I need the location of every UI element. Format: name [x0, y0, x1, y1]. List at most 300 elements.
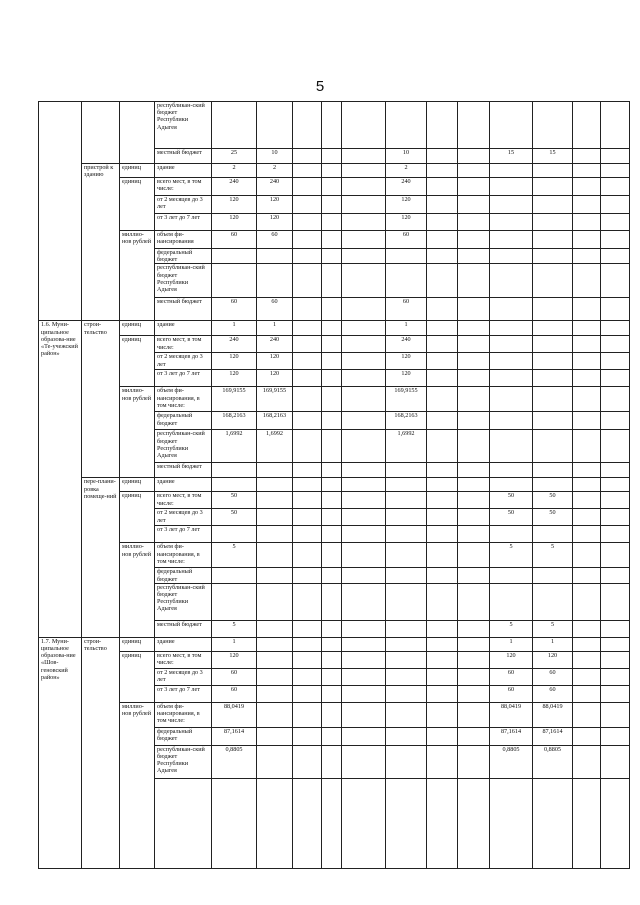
cell-c2 [120, 102, 155, 164]
cell-c5 [257, 620, 293, 637]
cell-c11 [458, 430, 490, 463]
cell-c12: 5 [490, 543, 533, 568]
cell-c10 [427, 214, 458, 231]
cell-c8 [342, 509, 386, 526]
cell-c7 [322, 492, 342, 509]
cell-c12 [490, 214, 533, 231]
cell-c9: 120 [386, 196, 427, 214]
cell-c6 [293, 149, 322, 164]
cell-c8 [342, 463, 386, 478]
cell-c7 [322, 727, 342, 745]
cell-c12 [490, 463, 533, 478]
cell-c7 [322, 336, 342, 353]
cell-c3: от 2 месяцев до 3 лет [155, 196, 212, 214]
cell-c4: 168,2163 [212, 412, 257, 430]
cell-c6 [293, 249, 322, 264]
cell-c6 [293, 387, 322, 412]
cell-c15 [601, 702, 630, 727]
cell-c4: 87,1614 [212, 727, 257, 745]
cell-c12: 88,0419 [490, 702, 533, 727]
cell-c4: 5 [212, 620, 257, 637]
cell-c9 [386, 668, 427, 685]
cell-c5: 120 [257, 214, 293, 231]
cell-c8 [342, 526, 386, 543]
cell-c8 [342, 727, 386, 745]
cell-c9 [386, 778, 427, 868]
cell-c7 [322, 637, 342, 651]
cell-c12 [490, 164, 533, 178]
cell-c6 [293, 430, 322, 463]
cell-c7 [322, 412, 342, 430]
cell-c10 [427, 387, 458, 412]
page-number: 5 [315, 78, 325, 95]
cell-c9: 120 [386, 214, 427, 231]
cell-c2: миллио-нов рублей [120, 543, 155, 637]
cell-c8 [342, 543, 386, 568]
cell-c12 [490, 178, 533, 196]
cell-c11 [458, 543, 490, 568]
cell-c13 [533, 321, 573, 336]
cell-c9 [386, 568, 427, 583]
cell-c3: здание [155, 637, 212, 651]
cell-c14 [573, 353, 601, 370]
cell-c15 [601, 685, 630, 702]
cell-c12 [490, 387, 533, 412]
cell-c11 [458, 492, 490, 509]
cell-c15 [601, 214, 630, 231]
cell-c8 [342, 430, 386, 463]
cell-c7 [322, 353, 342, 370]
cell-c10 [427, 583, 458, 620]
cell-c4 [212, 478, 257, 492]
cell-c14 [573, 214, 601, 231]
cell-c12 [490, 412, 533, 430]
cell-c12 [490, 249, 533, 264]
cell-c3: республикан-ский бюджет Республики Адыгея [155, 102, 212, 149]
cell-c13 [533, 353, 573, 370]
cell-c9 [386, 264, 427, 298]
cell-c10 [427, 149, 458, 164]
cell-c5 [257, 264, 293, 298]
cell-c2: единиц [120, 321, 155, 336]
cell-c14 [573, 727, 601, 745]
cell-c5 [257, 249, 293, 264]
cell-c13 [533, 102, 573, 149]
cell-c15 [601, 430, 630, 463]
cell-c11 [458, 727, 490, 745]
cell-c7 [322, 298, 342, 321]
cell-c7 [322, 543, 342, 568]
cell-c6 [293, 321, 322, 336]
cell-c4: 60 [212, 685, 257, 702]
cell-c5: 120 [257, 370, 293, 387]
cell-c5 [257, 478, 293, 492]
cell-c12: 5 [490, 620, 533, 637]
cell-c10 [427, 370, 458, 387]
cell-c14 [573, 668, 601, 685]
cell-c8 [342, 298, 386, 321]
cell-c13 [533, 264, 573, 298]
table-body [39, 102, 630, 869]
cell-c14 [573, 478, 601, 492]
cell-c11 [458, 583, 490, 620]
cell-c5: 120 [257, 196, 293, 214]
cell-c0 [39, 102, 82, 321]
cell-c15 [601, 164, 630, 178]
cell-c14 [573, 164, 601, 178]
cell-c13 [533, 526, 573, 543]
cell-c7 [322, 651, 342, 668]
cell-c14 [573, 685, 601, 702]
cell-c6 [293, 336, 322, 353]
cell-c12: 0,8805 [490, 745, 533, 778]
cell-c8 [342, 685, 386, 702]
cell-c9 [386, 102, 427, 149]
cell-c5 [257, 568, 293, 583]
cell-c15 [601, 492, 630, 509]
cell-c8 [342, 264, 386, 298]
cell-c5 [257, 463, 293, 478]
cell-c11 [458, 336, 490, 353]
cell-c3: федеральный бюджет [155, 412, 212, 430]
cell-c5: 240 [257, 178, 293, 196]
cell-c5: 60 [257, 298, 293, 321]
cell-c4 [212, 463, 257, 478]
cell-c11 [458, 620, 490, 637]
cell-c11 [458, 231, 490, 249]
cell-c13: 15 [533, 149, 573, 164]
cell-c4: 60 [212, 231, 257, 249]
cell-c15 [601, 102, 630, 149]
cell-c10 [427, 509, 458, 526]
cell-c11 [458, 149, 490, 164]
cell-c6 [293, 543, 322, 568]
cell-c14 [573, 651, 601, 668]
cell-c12 [490, 298, 533, 321]
cell-c13 [533, 231, 573, 249]
cell-c11 [458, 102, 490, 149]
cell-c8 [342, 778, 386, 868]
cell-c2: миллио-нов рублей [120, 387, 155, 478]
cell-c13 [533, 249, 573, 264]
table-row [39, 231, 630, 249]
table-row [39, 321, 630, 336]
cell-c8 [342, 745, 386, 778]
cell-c3: федеральный бюджет [155, 727, 212, 745]
cell-c7 [322, 478, 342, 492]
cell-c2: единиц [120, 178, 155, 231]
cell-c11 [458, 778, 490, 868]
table-row [39, 492, 630, 509]
cell-c11 [458, 196, 490, 214]
cell-c4: 25 [212, 149, 257, 164]
cell-c12 [490, 568, 533, 583]
cell-c4: 1 [212, 637, 257, 651]
cell-c11 [458, 298, 490, 321]
cell-c3: местный бюджет [155, 149, 212, 164]
cell-c7 [322, 231, 342, 249]
cell-c3: от 2 месяцев до 3 лет [155, 509, 212, 526]
cell-c12: 50 [490, 509, 533, 526]
cell-c4 [212, 526, 257, 543]
cell-c3: здание [155, 478, 212, 492]
cell-c14 [573, 178, 601, 196]
cell-c11 [458, 637, 490, 651]
cell-c7 [322, 370, 342, 387]
cell-c4: 0,8805 [212, 745, 257, 778]
cell-c3: от 2 месяцев до 3 лет [155, 353, 212, 370]
cell-c10 [427, 568, 458, 583]
cell-c15 [601, 264, 630, 298]
cell-c9: 2 [386, 164, 427, 178]
cell-c7 [322, 196, 342, 214]
cell-c3: здание [155, 164, 212, 178]
cell-c14 [573, 492, 601, 509]
cell-c11 [458, 249, 490, 264]
cell-c6 [293, 526, 322, 543]
cell-c12 [490, 336, 533, 353]
cell-c0: 1.7. Муни-ципальное образова-ние «Шов-геновский район» [39, 637, 82, 868]
cell-c11 [458, 478, 490, 492]
cell-c14 [573, 637, 601, 651]
cell-c15 [601, 249, 630, 264]
cell-c6 [293, 102, 322, 149]
cell-c7 [322, 249, 342, 264]
cell-c3: от 3 лет до 7 лет [155, 214, 212, 231]
cell-c7 [322, 264, 342, 298]
cell-c10 [427, 196, 458, 214]
cell-c14 [573, 583, 601, 620]
cell-c7 [322, 387, 342, 412]
cell-c9: 120 [386, 370, 427, 387]
cell-c9 [386, 702, 427, 727]
cell-c6 [293, 702, 322, 727]
cell-c1: пристрой к зданию [82, 164, 120, 321]
cell-c6 [293, 214, 322, 231]
cell-c5: 169,9155 [257, 387, 293, 412]
cell-c8 [342, 492, 386, 509]
table-row [39, 651, 630, 668]
cell-c4: 50 [212, 509, 257, 526]
cell-c5 [257, 492, 293, 509]
cell-c9 [386, 478, 427, 492]
cell-c14 [573, 370, 601, 387]
cell-c4 [212, 568, 257, 583]
cell-c5: 60 [257, 231, 293, 249]
cell-c15 [601, 412, 630, 430]
cell-c4: 169,9155 [212, 387, 257, 412]
cell-c8 [342, 387, 386, 412]
cell-c15 [601, 509, 630, 526]
cell-c9: 169,9155 [386, 387, 427, 412]
cell-c6 [293, 568, 322, 583]
cell-c6 [293, 583, 322, 620]
cell-c10 [427, 336, 458, 353]
cell-c8 [342, 583, 386, 620]
cell-c13: 60 [533, 685, 573, 702]
cell-c15 [601, 353, 630, 370]
cell-c12: 1 [490, 637, 533, 651]
cell-c15 [601, 336, 630, 353]
cell-c4: 60 [212, 668, 257, 685]
cell-c7 [322, 164, 342, 178]
cell-c14 [573, 702, 601, 727]
cell-c10 [427, 668, 458, 685]
cell-c3: всего мест, в том числе: [155, 178, 212, 196]
cell-c4: 120 [212, 214, 257, 231]
cell-c2: единиц [120, 651, 155, 702]
cell-c5: 1,6992 [257, 430, 293, 463]
cell-c5 [257, 543, 293, 568]
cell-c13 [533, 178, 573, 196]
cell-c13: 0,8805 [533, 745, 573, 778]
cell-c10 [427, 637, 458, 651]
cell-c12 [490, 196, 533, 214]
cell-c4 [212, 249, 257, 264]
cell-c13: 5 [533, 543, 573, 568]
cell-c13 [533, 298, 573, 321]
cell-c9 [386, 249, 427, 264]
cell-c15 [601, 668, 630, 685]
cell-c6 [293, 298, 322, 321]
cell-c6 [293, 353, 322, 370]
cell-c3: всего мест, в том числе: [155, 492, 212, 509]
cell-c1: строи-тельство [82, 637, 120, 868]
cell-c4: 2 [212, 164, 257, 178]
cell-c4: 240 [212, 178, 257, 196]
cell-c9 [386, 492, 427, 509]
cell-c5: 120 [257, 353, 293, 370]
cell-c7 [322, 685, 342, 702]
cell-c7 [322, 745, 342, 778]
cell-c15 [601, 583, 630, 620]
cell-c13 [533, 583, 573, 620]
cell-c4: 1 [212, 321, 257, 336]
cell-c10 [427, 651, 458, 668]
cell-c11 [458, 214, 490, 231]
cell-c7 [322, 463, 342, 478]
cell-c3: республикан-ский бюджет Республики Адыгея [155, 745, 212, 778]
cell-c6 [293, 668, 322, 685]
cell-c14 [573, 249, 601, 264]
cell-c6 [293, 478, 322, 492]
cell-c15 [601, 526, 630, 543]
cell-c9 [386, 651, 427, 668]
cell-c11 [458, 702, 490, 727]
cell-c9: 168,2163 [386, 412, 427, 430]
cell-c6 [293, 745, 322, 778]
cell-c13: 1 [533, 637, 573, 651]
cell-c3: от 2 месяцев до 3 лет [155, 668, 212, 685]
cell-c10 [427, 526, 458, 543]
cell-c9 [386, 745, 427, 778]
cell-c6 [293, 620, 322, 637]
cell-c5: 10 [257, 149, 293, 164]
cell-c12 [490, 264, 533, 298]
cell-c5 [257, 702, 293, 727]
cell-c14 [573, 568, 601, 583]
cell-c10 [427, 231, 458, 249]
cell-c14 [573, 526, 601, 543]
cell-c12: 60 [490, 685, 533, 702]
cell-c10 [427, 102, 458, 149]
cell-c6 [293, 685, 322, 702]
cell-c10 [427, 620, 458, 637]
cell-c15 [601, 178, 630, 196]
cell-c4: 1,6992 [212, 430, 257, 463]
cell-c9: 1,6992 [386, 430, 427, 463]
cell-c11 [458, 526, 490, 543]
cell-c13: 60 [533, 668, 573, 685]
cell-c13 [533, 336, 573, 353]
cell-c12: 87,1614 [490, 727, 533, 745]
cell-c13 [533, 370, 573, 387]
cell-c10 [427, 685, 458, 702]
program-table [38, 101, 630, 869]
cell-c9: 60 [386, 231, 427, 249]
cell-c15 [601, 778, 630, 868]
cell-c14 [573, 264, 601, 298]
cell-c3: объем фи-нансирования, в том числе: [155, 543, 212, 568]
cell-c15 [601, 620, 630, 637]
cell-c6 [293, 463, 322, 478]
cell-c13: 120 [533, 651, 573, 668]
cell-c5 [257, 583, 293, 620]
cell-c10 [427, 430, 458, 463]
cell-c11 [458, 178, 490, 196]
cell-c4: 120 [212, 651, 257, 668]
table-row [39, 164, 630, 178]
cell-c3: объем фи-нансирования [155, 231, 212, 249]
cell-c14 [573, 412, 601, 430]
cell-c13 [533, 430, 573, 463]
cell-c14 [573, 149, 601, 164]
cell-c5 [257, 526, 293, 543]
cell-c3: республикан-ский бюджет Республики Адыгея [155, 264, 212, 298]
cell-c11 [458, 509, 490, 526]
cell-c14 [573, 620, 601, 637]
cell-c12 [490, 321, 533, 336]
cell-c15 [601, 321, 630, 336]
cell-c5 [257, 727, 293, 745]
cell-c10 [427, 164, 458, 178]
cell-c5: 168,2163 [257, 412, 293, 430]
cell-c8 [342, 353, 386, 370]
cell-c8 [342, 149, 386, 164]
cell-c2: единиц [120, 336, 155, 387]
cell-c7 [322, 702, 342, 727]
cell-c7 [322, 178, 342, 196]
table-row [39, 543, 630, 568]
cell-c11 [458, 651, 490, 668]
cell-c5: 240 [257, 336, 293, 353]
cell-c6 [293, 178, 322, 196]
cell-c12: 15 [490, 149, 533, 164]
cell-c14 [573, 102, 601, 149]
cell-c5 [257, 685, 293, 702]
cell-c9 [386, 526, 427, 543]
cell-c14 [573, 298, 601, 321]
cell-c8 [342, 568, 386, 583]
cell-c3: федеральный бюджет [155, 568, 212, 583]
cell-c7 [322, 620, 342, 637]
cell-c15 [601, 149, 630, 164]
cell-c8 [342, 637, 386, 651]
cell-c3: от 3 лет до 7 лет [155, 370, 212, 387]
cell-c14 [573, 745, 601, 778]
cell-c8 [342, 668, 386, 685]
cell-c8 [342, 231, 386, 249]
